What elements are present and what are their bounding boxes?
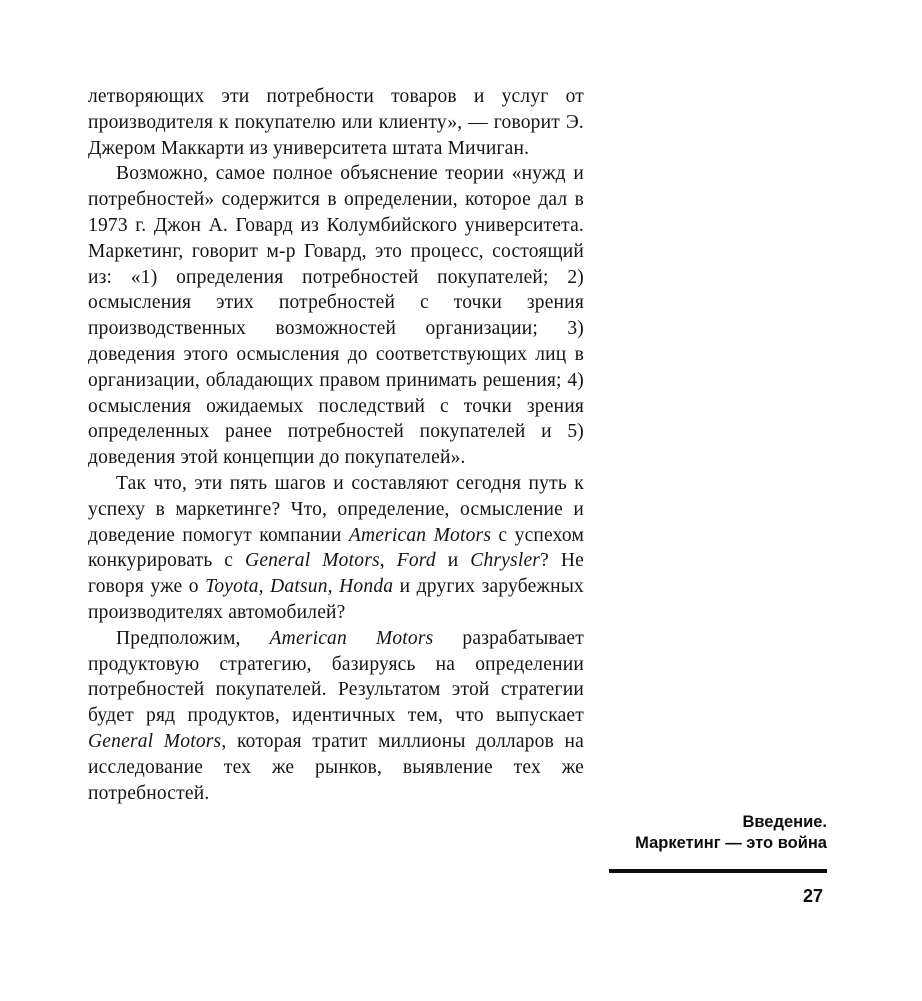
text-run: разрабатывает продуктовую стратегию, базируясь на определении потребностей покупателей. Результатом этой стратегии будет ряд продуктов, идентичных тем, что выпускает: [88, 627, 584, 727]
paragraph: [88, 84, 584, 161]
italic-text-run: General Motors: [88, 730, 222, 752]
page-number: 27: [802, 886, 823, 906]
italic-text-run: Toyota, Datsun, Honda: [205, 576, 394, 598]
margin-note-line1: Введение.: [742, 813, 827, 831]
italic-text-run: Chrysler: [470, 550, 541, 572]
paragraph: [88, 626, 584, 807]
text-run: и: [435, 550, 471, 572]
margin-rule: [609, 869, 827, 873]
italic-text-run: American Motors: [269, 627, 434, 649]
text-run: Предположим,: [116, 627, 270, 649]
margin-note: [587, 812, 827, 854]
text-run: , которая тратит миллионы долларов на исследование тех же рынков, выявление тех же потребностей.: [88, 730, 584, 804]
text-run: с успехом конкурировать с: [88, 524, 584, 572]
text-run: Возможно, самое полное объяснение теории «нужд и потребностей» содержится в определении, которое дал в 1973 г. Джон А. Говард из Колумбийского университета. Маркетинг, говорит м-р Говард, это процесс, состоящий из: «1) определения потребностей покупателей; 2) осмысления этих потребностей с точки зрения производственных возможностей организации; 3) доведения этого осмысления до соответствующих лиц в организации, обладающих правом принимать решения; 4) осмысления ожидаемых последствий с точки зрения определенных ранее потребностей покупателей и 5) доведения этой концепции до покупателей».: [88, 163, 584, 469]
paragraph: [88, 471, 584, 626]
text-run: ? Не говоря уже о: [88, 550, 584, 598]
body-text: [88, 84, 584, 806]
margin-note-line2: Маркетинг — это война: [635, 834, 827, 852]
text-run: ,: [379, 550, 397, 572]
paragraph: [88, 161, 584, 471]
text-run: Так что, эти пять шагов и составляют сегодня путь к успеху в маркетинге? Что, определение, осмысление и доведение помогут компании: [88, 472, 584, 546]
italic-text-run: American Motors: [348, 524, 492, 546]
text-run: летворяющих эти потребности товаров и услуг от производителя к покупателю или клиенту», — говорит Э. Джером Маккарти из университета штата Мичиган.: [88, 86, 584, 159]
italic-text-run: Ford: [396, 550, 436, 572]
italic-text-run: General Motors: [245, 550, 380, 572]
text-run: и других зарубежных производителях автомобилей?: [88, 576, 584, 623]
